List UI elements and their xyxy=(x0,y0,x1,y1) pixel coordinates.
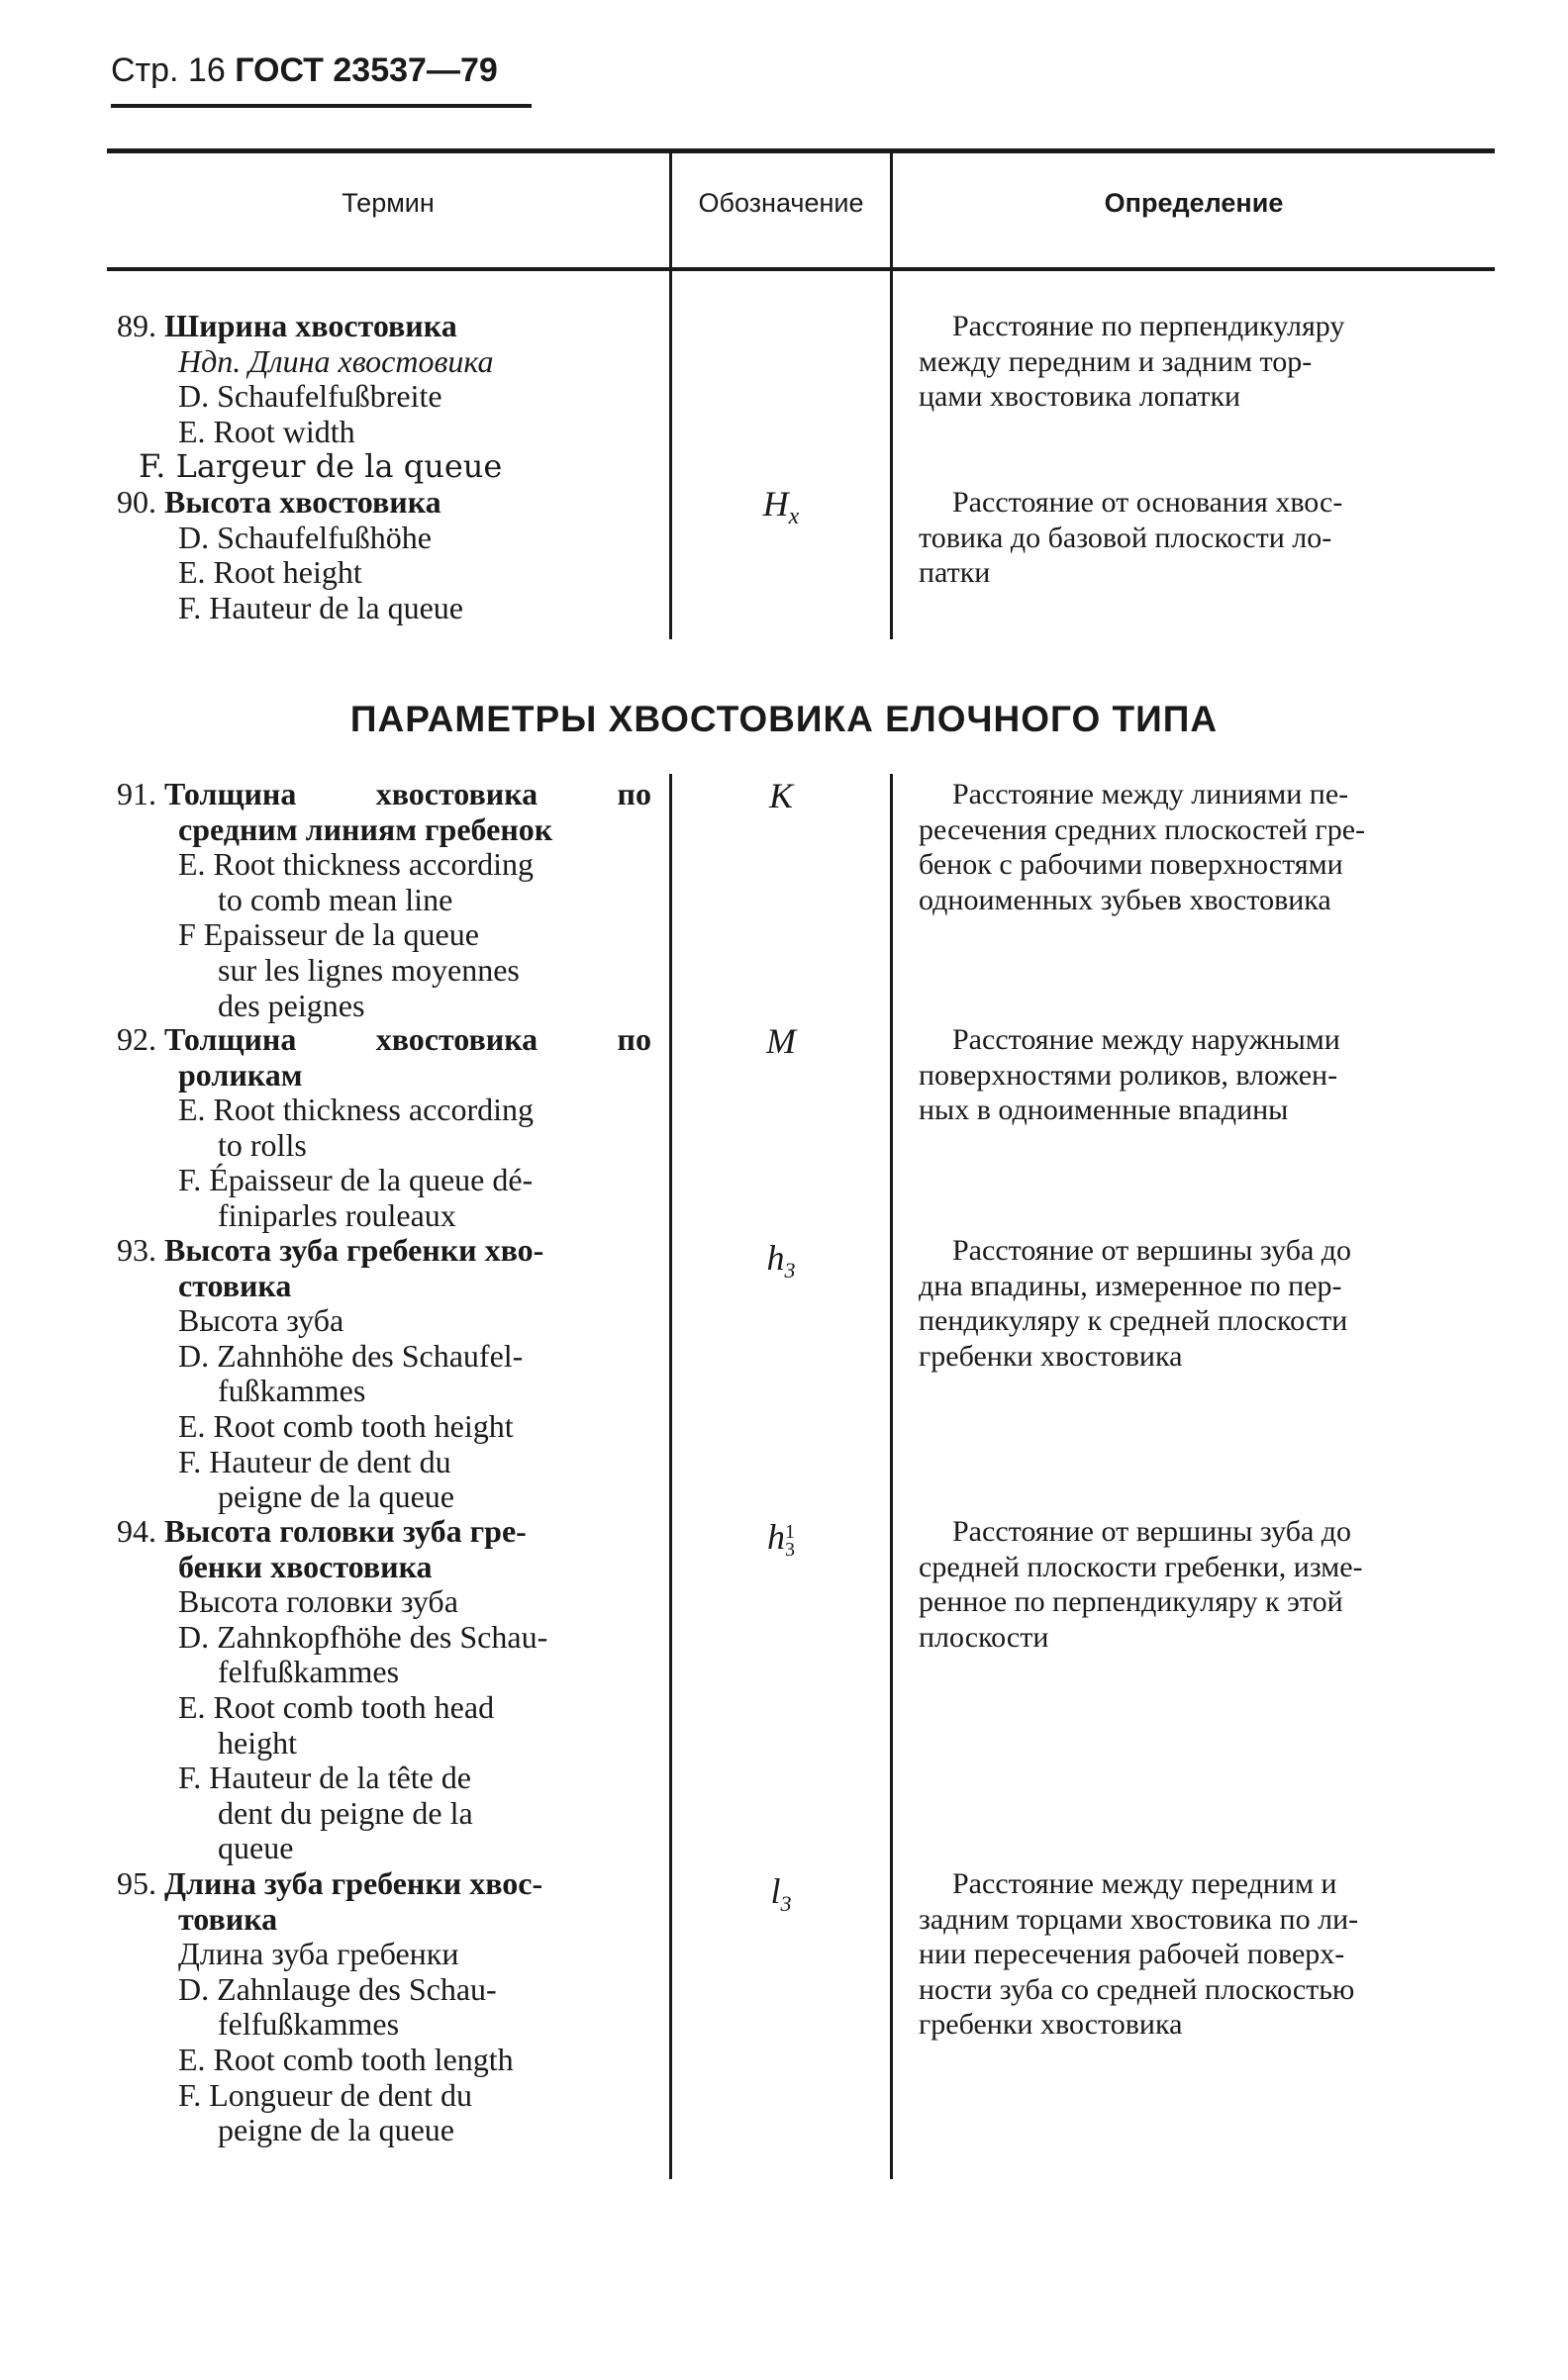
term-french: F. Hauteur de la queue xyxy=(178,589,463,625)
definition-89: Расстояние по перпендикуляру между передним и задним тор- цами хвостовика лопатки xyxy=(919,310,1345,414)
table-top-rule xyxy=(107,148,1495,153)
column-header-definition: Определение xyxy=(1104,188,1284,218)
symbol-90: $H_x$ xyxy=(762,484,800,530)
symbol-93: $h_3$ xyxy=(766,1238,796,1284)
term-title: Ширина хвостовика xyxy=(164,308,457,343)
symbol-94: h 1 3 xyxy=(767,1517,795,1561)
symbol-92: M xyxy=(766,1021,796,1061)
definition-93: Расстояние от вершины зуба до дна впадины, измеренное по пер- пендикуляру к средней плоскости гребенки хвостовика xyxy=(919,1234,1352,1373)
table-header-rule xyxy=(107,267,1495,271)
term-entry-92: 92. Толщина хвостовика по роликам E. Root thickness according to rolls F. Épaisseur de la queue dé- finiparles rouleaux xyxy=(117,1021,651,1233)
section-title: ПАРАМЕТРЫ ХВОСТОВИКА ЕЛОЧНОГО ТИПА xyxy=(349,699,1219,739)
term-entry-89: 89. Ширина хвостовика Ндп. Длина хвостовика D. Schaufelfußbreite E. Root width F. Largeur de la queue xyxy=(117,308,503,486)
definition-95: Расстояние между передним и задним торцами хвостовика по ли- нии пересечения рабочей поверх- ности зуба со средней плоскостью гребенки хвостовика xyxy=(919,1867,1359,2042)
term-entry-95: 95. Длина зуба гребенки хвос- товика Длина зуба гребенки D. Zahnlauge des Schau- felfußkammes E. Root comb tooth length F. Longueur de dent du peigne de la queue xyxy=(117,1865,543,2148)
column-divider xyxy=(669,271,672,639)
term-entry-90: 90. Высота хвостовика D. Schaufelfußhöhe E. Root height F. Hauteur de la queue xyxy=(117,484,463,625)
standard-code: ГОСТ 23537—79 xyxy=(235,51,498,89)
column-header-symbol: Обозначение xyxy=(698,188,864,218)
definition-91: Расстояние между линиями пе- ресечения средних плоскостей гре- бенок с рабочими поверхностями одноименных зубьев хвостовика xyxy=(919,778,1366,916)
column-divider xyxy=(890,774,893,2179)
column-divider xyxy=(890,271,893,639)
definition-92: Расстояние между наружными поверхностями роликов, вложен- ных в одноименные впадины xyxy=(919,1023,1340,1127)
page-header xyxy=(111,51,498,90)
column-divider xyxy=(669,774,672,2179)
term-german: D. Schaufelfußhöhe xyxy=(178,519,432,555)
symbol-91: K xyxy=(768,776,793,815)
term-deprecated: Ндп. Длина хвостовика xyxy=(178,342,494,379)
symbol-95: $l_3$ xyxy=(770,1871,792,1917)
term-french: F. Largeur de la queue xyxy=(139,447,503,486)
term-german: D. Schaufelfußbreite xyxy=(178,378,442,415)
definition-94: Расстояние от вершины зуба до средней плоскости гребенки, изме- ренное по перпендикуляру к этой плоскости xyxy=(919,1515,1363,1654)
term-entry-91: 91. Толщина хвостовика по средним линиям гребенок E. Root thickness according to comb mean line F Epaisseur de la queue sur les lignes moyennes des peignes xyxy=(117,776,651,1023)
term-english: E. Root height xyxy=(178,554,362,591)
term-entry-94: 94. Высота головки зуба гре- бенки хвостовика Высота головки зуба D. Zahnkopfhöhe des Schau- felfußkammes E. Root comb tooth head height F. Hauteur de la tête de dent du peigne de la queue xyxy=(117,1513,548,1866)
term-english: E. Root width xyxy=(178,413,355,449)
term-entry-93: 93. Высота зуба гребенки хво- стовика Высота зуба D. Zahnhöhe des Schaufel- fußkammes E. Root comb tooth height F. Hauteur de dent du peigne de la queue xyxy=(117,1232,544,1515)
term-title: Высота хвостовика xyxy=(164,484,441,520)
definition-90: Расстояние от основания хвос- товика до базовой плоскости ло- патки xyxy=(919,486,1343,590)
page-label: Стр. 16 xyxy=(111,51,226,89)
column-header-term: Термин xyxy=(342,188,435,218)
header-underline xyxy=(111,104,532,108)
